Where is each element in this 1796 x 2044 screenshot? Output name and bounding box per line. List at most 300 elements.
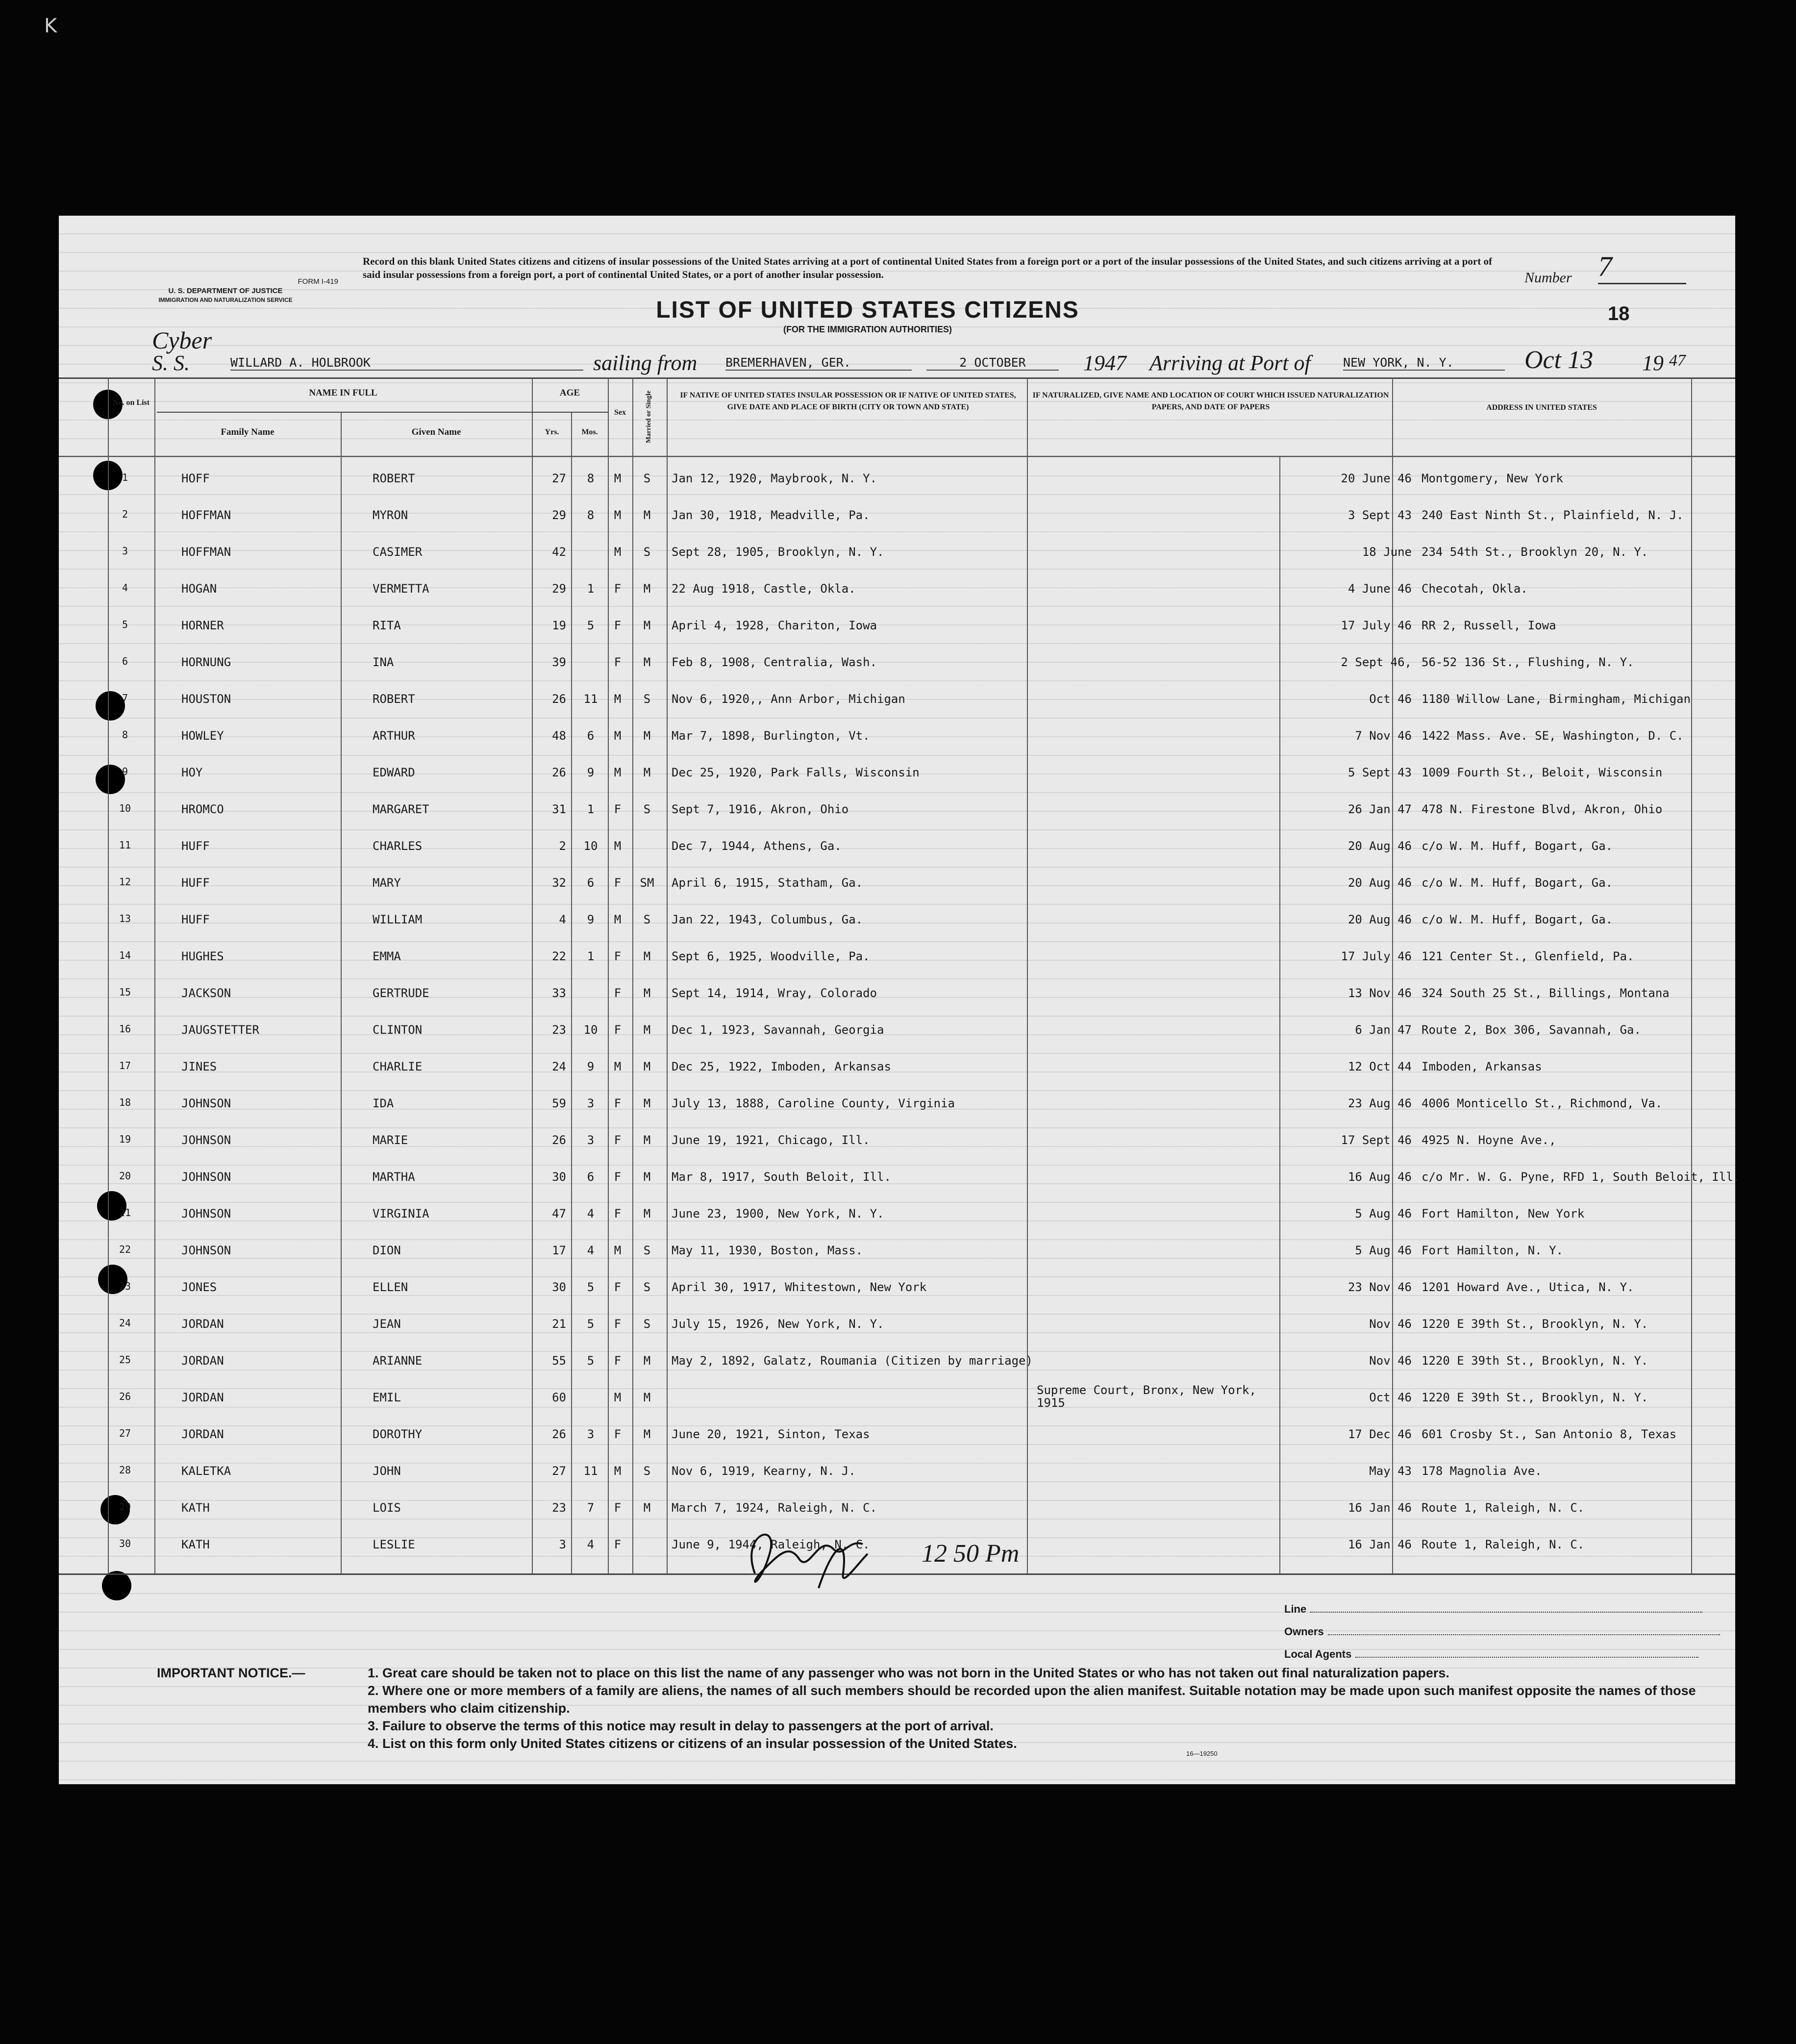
cell-family: HOFFMAN [181, 545, 231, 559]
cell-birth: June 23, 1900, New York, N. Y. [672, 1207, 884, 1221]
cell-sex: F [614, 1501, 622, 1515]
cell-yrs: 32 [552, 876, 566, 890]
cell-date: 12 Oct 44 [1347, 1060, 1412, 1073]
cell-given: ELLEN [373, 1280, 408, 1294]
col-header-birth: IF NATIVE OF UNITED STATES INSULAR POSSESSION OR IF NATIVE OF UNITED STATES, GIVE DATE AND PLACE OF BIRTH (CITY OR TOWN AND STATE) [680, 391, 1016, 411]
cell-address: 240 East Ninth St., Plainfield, N. J. [1422, 508, 1684, 522]
cell-mos: 9 [587, 1060, 595, 1073]
cell-given: MYRON [373, 508, 408, 522]
arrival-year: 47 [1669, 351, 1686, 370]
cell-date: 17 July 46 [1341, 949, 1412, 963]
cell-sex: M [614, 766, 622, 779]
cell-mos: 7 [587, 1501, 595, 1515]
cell-family: HOGAN [181, 582, 217, 596]
notice-item-1: 1. Great care should be taken not to place on this list the name of any passenger who was not born in the United States or who has not taken out final naturalization papers. [368, 1666, 1449, 1680]
cell-ms: M [643, 582, 651, 596]
cell-sex: M [614, 508, 622, 522]
cell-birth: 22 Aug 1918, Castle, Okla. [672, 582, 856, 596]
table-row [59, 608, 1735, 643]
cell-yrs: 3 [559, 1538, 566, 1551]
cell-date: 23 Nov 46 [1347, 1280, 1412, 1294]
cell-no: 27 [119, 1427, 131, 1439]
cell-sex: M [614, 729, 622, 743]
cell-sex: F [614, 949, 622, 963]
col-header-given-name: Given Name [411, 427, 461, 437]
table-row [59, 1270, 1735, 1305]
cell-address: 1220 E 39th St., Brooklyn, N. Y. [1422, 1317, 1648, 1331]
cell-family: JORDAN [181, 1354, 224, 1368]
cell-family: JOHNSON [181, 1207, 231, 1221]
cell-no: 22 [119, 1244, 131, 1255]
cell-address: 324 South 25 St., Billings, Montana [1422, 986, 1670, 1000]
department-name: U. S. DEPARTMENT OF JUSTICE [168, 287, 283, 295]
cell-sex: F [614, 1538, 622, 1551]
cell-family: JOHNSON [181, 1170, 231, 1184]
cell-mos: 6 [587, 729, 595, 743]
cell-no: 15 [119, 986, 131, 998]
cell-date: Nov 46 [1369, 1317, 1412, 1331]
cell-date: 26 Jan 47 [1347, 802, 1412, 816]
cell-mos: 3 [587, 1133, 595, 1147]
cell-address: 601 Crosby St., San Antonio 8, Texas [1422, 1427, 1677, 1441]
cell-birth: Jan 12, 1920, Maybrook, N. Y. [672, 472, 877, 485]
cell-birth: June 20, 1921, Sinton, Texas [672, 1427, 870, 1441]
cell-yrs: 21 [552, 1317, 566, 1331]
cell-yrs: 33 [552, 986, 566, 1000]
cell-ms: M [643, 949, 651, 963]
notice-item-2: 2. Where one or more members of a family are aliens, the names of all such members should be recorded upon the alien manifest. Suitable notation may be made upon such manifest opposite the names of those members who claim citizenship. [368, 1683, 1696, 1716]
cell-mos: 6 [587, 1170, 595, 1184]
cell-ms: M [643, 766, 651, 779]
cell-birth: April 30, 1917, Whitestown, New York [672, 1280, 927, 1294]
col-header-age: AGE [559, 388, 580, 398]
cell-birth: July 13, 1888, Caroline County, Virginia [672, 1097, 955, 1110]
header-bottom-rule [59, 456, 1735, 457]
cell-family: KATH [181, 1538, 210, 1551]
arrival-date: Oct 13 [1524, 346, 1594, 374]
cell-family: JOHNSON [181, 1244, 231, 1257]
cell-ms: S [643, 472, 651, 485]
cell-yrs: 48 [552, 729, 566, 743]
handwritten-note: Cyber [152, 326, 212, 354]
cell-address: Fort Hamilton, New York [1422, 1207, 1585, 1221]
table-row [59, 1196, 1735, 1231]
table-row [59, 681, 1735, 717]
page-subtitle: (FOR THE IMMIGRATION AUTHORITIES) [783, 324, 952, 334]
cell-address: RR 2, Russell, Iowa [1422, 619, 1556, 632]
cell-yrs: 29 [552, 508, 566, 522]
cell-ms: M [643, 1501, 651, 1515]
cell-date: 16 Jan 46 [1347, 1538, 1412, 1551]
cell-birth: May 11, 1930, Boston, Mass. [672, 1244, 863, 1257]
age-sub-rule [532, 412, 608, 413]
cell-sex: M [614, 913, 622, 926]
cell-yrs: 4 [559, 913, 566, 926]
line-label: Line [1284, 1603, 1307, 1615]
cell-address: 1220 E 39th St., Brooklyn, N. Y. [1422, 1391, 1648, 1404]
cell-date: 5 Sept 43 [1347, 766, 1412, 779]
cell-sex: M [614, 545, 622, 559]
cell-family: HORNUNG [181, 655, 231, 669]
owners-label: Owners [1284, 1625, 1324, 1638]
cell-date: 17 Sept 46 [1341, 1133, 1412, 1147]
cell-date: Nov 46 [1369, 1354, 1412, 1368]
cell-no: 13 [119, 913, 131, 924]
cell-given: WILLIAM [373, 913, 423, 926]
cell-ms: M [643, 986, 651, 1000]
cell-family: JOHNSON [181, 1133, 231, 1147]
corner-mark: K [44, 15, 57, 37]
manifest-sheet [59, 216, 1741, 1784]
cell-given: ROBERT [373, 472, 415, 485]
cell-mos: 4 [587, 1244, 595, 1257]
cell-family: HUFF [181, 913, 210, 926]
cell-ms: M [643, 1170, 651, 1184]
cell-ms: M [643, 1207, 651, 1221]
cell-yrs: 2 [559, 839, 566, 853]
cell-no: 14 [119, 949, 131, 961]
col-header-address: ADDRESS IN UNITED STATES [1486, 403, 1597, 412]
cell-yrs: 59 [552, 1097, 566, 1110]
cell-date: 23 Aug 46 [1347, 1097, 1412, 1110]
cell-given: JOHN [373, 1464, 401, 1478]
cell-given: INA [373, 655, 394, 669]
cell-family: HUFF [181, 876, 210, 890]
signature-note: 12 50 Pm [922, 1540, 1020, 1568]
cell-address: Montgomery, New York [1422, 472, 1563, 485]
cell-no: 26 [119, 1391, 131, 1402]
cell-given: JEAN [373, 1317, 401, 1331]
cell-family: HROMCO [181, 802, 224, 816]
cell-sex: F [614, 1023, 622, 1037]
cell-family: HOUSTON [181, 692, 231, 706]
sailing-from-label: sailing from [593, 351, 698, 375]
cell-no: 21 [119, 1207, 131, 1219]
table-row [59, 1086, 1735, 1121]
cell-given: MARGARET [373, 802, 429, 816]
cell-address: Route 1, Raleigh, N. C. [1422, 1501, 1585, 1515]
cell-ms: S [643, 1244, 651, 1257]
cell-no: 19 [119, 1133, 131, 1145]
table-row [59, 461, 1735, 496]
table-row [59, 1417, 1735, 1452]
cell-given: ARTHUR [373, 729, 415, 743]
table-row [59, 1049, 1735, 1084]
cell-birth: Dec 25, 1920, Park Falls, Wisconsin [672, 766, 920, 779]
cell-family: HOFFMAN [181, 508, 231, 522]
cell-date: 20 June 46 [1341, 472, 1412, 485]
cell-family: JORDAN [181, 1317, 224, 1331]
cell-given: ARIANNE [373, 1354, 423, 1368]
cell-no: 7 [122, 692, 128, 704]
cell-birth: March 7, 1924, Raleigh, N. C. [672, 1501, 877, 1515]
cell-address: 1422 Mass. Ave. SE, Washington, D. C. [1422, 729, 1684, 743]
ss-label: S. S. [152, 351, 190, 375]
cell-ms: S [643, 692, 651, 706]
table-row [59, 792, 1735, 827]
cell-address: 478 N. Firestone Blvd, Akron, Ohio [1422, 802, 1663, 816]
cell-given: LOIS [373, 1501, 401, 1515]
cell-date: 4 June 46 [1347, 582, 1412, 596]
col-header-naturalized: IF NATURALIZED, GIVE NAME AND LOCATION OF COURT WHICH ISSUED NATURALIZATION PAPERS, AND DATE OF PAPERS [1032, 391, 1389, 411]
cell-mos: 5 [587, 1280, 595, 1294]
cell-ms: SM [640, 876, 654, 890]
table-row [59, 571, 1735, 606]
cell-birth: May 2, 1892, Galatz, Roumania (Citizen by marriage) [672, 1354, 1033, 1368]
cell-mos: 1 [587, 802, 595, 816]
cell-family: JORDAN [181, 1391, 224, 1404]
cell-ms: M [643, 729, 651, 743]
number-label: Number [1524, 270, 1572, 286]
cell-yrs: 24 [552, 1060, 566, 1073]
cell-birth: Sept 6, 1925, Woodville, Pa. [672, 949, 870, 963]
cell-address: 1180 Willow Lane, Birmingham, Michigan [1422, 692, 1691, 706]
cell-family: JACKSON [181, 986, 231, 1000]
cell-given: EDWARD [373, 766, 415, 779]
cell-sex: M [614, 1060, 622, 1073]
table-row [59, 902, 1735, 937]
table-row [59, 498, 1735, 533]
cell-family: JONES [181, 1280, 217, 1294]
cell-family: KALETKA [181, 1464, 231, 1478]
cell-mos: 11 [583, 692, 598, 706]
cell-birth: Jan 30, 1918, Meadville, Pa. [672, 508, 870, 522]
table-row [59, 828, 1735, 864]
cell-no: 24 [119, 1317, 131, 1329]
cell-birth: Dec 7, 1944, Athens, Ga. [672, 839, 842, 853]
cell-mos: 10 [583, 839, 598, 853]
arrival-port: NEW YORK, N. Y. [1343, 355, 1505, 371]
sailing-year: 1947 [1083, 351, 1126, 375]
cell-yrs: 26 [552, 766, 566, 779]
cell-birth: Dec 25, 1922, Imboden, Arkansas [672, 1060, 891, 1073]
cell-ms: M [643, 619, 651, 632]
cell-given: MARIE [373, 1133, 408, 1147]
cell-date: 2 Sept 46, [1341, 655, 1412, 669]
notice-item-4: 4. List on this form only United States citizens or citizens of an insular possession of the United States. [368, 1736, 1017, 1751]
cell-given: VIRGINIA [373, 1207, 429, 1221]
cell-date: 18 June [1362, 545, 1412, 559]
cell-sex: M [614, 692, 622, 706]
cell-family: JAUGSTETTER [181, 1023, 259, 1037]
cell-date: 6 Jan 47 [1355, 1023, 1412, 1037]
cell-yrs: 19 [552, 619, 566, 632]
cell-address: 234 54th St., Brooklyn 20, N. Y. [1422, 545, 1648, 559]
cell-sex: F [614, 655, 622, 669]
cell-mos: 1 [587, 949, 595, 963]
cell-sex: F [614, 802, 622, 816]
col-header-sex: Sex [614, 408, 626, 417]
cell-family: HOY [181, 766, 203, 779]
arrival-year-prefix: 19 [1642, 351, 1664, 375]
arriving-label: Arriving at Port of [1149, 351, 1311, 375]
cell-birth: June 9, 1944, Raleigh, N. C. [672, 1538, 870, 1551]
name-sub-rule [157, 412, 532, 413]
cell-given: ROBERT [373, 692, 415, 706]
cell-sex: F [614, 1133, 622, 1147]
col-header-family-name: Family Name [221, 427, 274, 437]
table-row [59, 1306, 1735, 1342]
cell-mos: 4 [587, 1538, 595, 1551]
cell-nat: Supreme Court, Bronx, New York, 1915 [1037, 1383, 1256, 1410]
cell-date: 20 Aug 46 [1347, 839, 1412, 853]
cell-family: JOHNSON [181, 1097, 231, 1110]
cell-sex: M [614, 1391, 622, 1404]
cell-address: 1220 E 39th St., Brooklyn, N. Y. [1422, 1354, 1648, 1368]
cell-ms: S [643, 1317, 651, 1331]
cell-date: 16 Jan 46 [1347, 1501, 1412, 1515]
cell-ms: M [643, 1023, 651, 1037]
cell-yrs: 60 [552, 1391, 566, 1404]
cell-birth: Sept 28, 1905, Brooklyn, N. Y. [672, 545, 884, 559]
cell-given: CLINTON [373, 1023, 423, 1037]
cell-yrs: 42 [552, 545, 566, 559]
cell-address: c/o W. M. Huff, Bogart, Ga. [1422, 839, 1613, 853]
cell-sex: M [614, 472, 622, 485]
cell-address: 4006 Monticello St., Richmond, Va. [1422, 1097, 1663, 1110]
cell-yrs: 39 [552, 655, 566, 669]
cell-given: MARY [373, 876, 401, 890]
cell-given: GERTRUDE [373, 986, 429, 1000]
cell-date: 7 Nov 46 [1355, 729, 1412, 743]
cell-sex: F [614, 1317, 622, 1331]
ship-name: WILLARD A. HOLBROOK [230, 355, 583, 371]
table-row [59, 1453, 1735, 1489]
table-row [59, 1159, 1741, 1195]
cell-date: Oct 46 [1369, 1391, 1412, 1404]
cell-mos: 3 [587, 1097, 595, 1110]
col-header-no: No. on List [112, 399, 150, 407]
cell-given: CASIMER [373, 545, 423, 559]
service-name: IMMIGRATION AND NATURALIZATION SERVICE [158, 297, 293, 303]
cell-mos: 11 [583, 1464, 598, 1478]
cell-no: 11 [119, 839, 131, 851]
cell-birth: Nov 6, 1919, Kearny, N. J. [672, 1464, 856, 1478]
cell-no: 16 [119, 1023, 131, 1035]
cell-ms: M [643, 1097, 651, 1110]
cell-given: MARTHA [373, 1170, 415, 1184]
cell-yrs: 23 [552, 1501, 566, 1515]
cell-yrs: 47 [552, 1207, 566, 1221]
sailing-date: 2 OCTOBER [926, 355, 1059, 371]
cell-birth: June 19, 1921, Chicago, Ill. [672, 1133, 870, 1147]
table-row [59, 718, 1735, 753]
cell-yrs: 27 [552, 472, 566, 485]
cell-ms: M [643, 1354, 651, 1368]
table-row [59, 1012, 1735, 1047]
cell-given: DOROTHY [373, 1427, 423, 1441]
cell-sex: M [614, 1244, 622, 1257]
cell-no: 20 [119, 1170, 131, 1182]
cell-address: Route 1, Raleigh, N. C. [1422, 1538, 1585, 1551]
table-top-rule [59, 377, 1735, 379]
cell-mos: 8 [587, 508, 595, 522]
cell-family: KATH [181, 1501, 210, 1515]
cell-address: Checotah, Okla. [1422, 582, 1528, 596]
table-row [59, 755, 1735, 790]
cell-given: LESLIE [373, 1538, 415, 1551]
cell-family: JINES [181, 1060, 217, 1073]
sailing-from: BREMERHAVEN, GER. [725, 355, 912, 371]
cell-sex: F [614, 1097, 622, 1110]
cell-sex: F [614, 876, 622, 890]
cell-no: 18 [119, 1097, 131, 1108]
cell-mos: 1 [587, 582, 595, 596]
cell-ms: M [643, 1133, 651, 1147]
cell-mos: 5 [587, 1317, 595, 1331]
cell-yrs: 55 [552, 1354, 566, 1368]
cell-family: HOWLEY [181, 729, 224, 743]
cell-birth: Feb 8, 1908, Centralia, Wash. [672, 655, 877, 669]
table-row [59, 1122, 1735, 1158]
cell-mos: 9 [587, 766, 595, 779]
cell-family: JORDAN [181, 1427, 224, 1441]
page-title: LIST OF UNITED STATES CITIZENS [656, 297, 1079, 323]
cell-birth: Dec 1, 1923, Savannah, Georgia [672, 1023, 884, 1037]
cell-no: 12 [119, 876, 131, 888]
col-header-name-in-full: NAME IN FULL [309, 388, 377, 398]
cell-birth: Sept 7, 1916, Akron, Ohio [672, 802, 849, 816]
cell-birth: Jan 22, 1943, Columbus, Ga. [672, 913, 863, 926]
table-row [59, 1380, 1735, 1415]
cell-sex: M [614, 1464, 622, 1478]
table-row [59, 534, 1735, 570]
table-row [59, 975, 1735, 1011]
cell-yrs: 30 [552, 1170, 566, 1184]
cell-sex: F [614, 619, 622, 632]
cell-no: 3 [122, 545, 128, 557]
instruction-text: Record on this blank United States citizens and citizens of insular possessions of the United States arriving at a port of continental United States from a foreign port or a port of the insular possessions of the United States, and such citizens arriving at a port of said insular possessions from a foreign port, a port of continental United States, or a port of another insular possession. [363, 255, 1492, 280]
cell-yrs: 23 [552, 1023, 566, 1037]
cell-birth: April 4, 1928, Chariton, Iowa [672, 619, 877, 632]
cell-birth: July 15, 1926, New York, N. Y. [672, 1317, 884, 1331]
cell-ms: S [643, 1280, 651, 1294]
cell-address: c/o W. M. Huff, Bogart, Ga. [1422, 876, 1613, 890]
cell-no: 30 [119, 1538, 131, 1549]
cell-date: 20 Aug 46 [1347, 913, 1412, 926]
cell-yrs: 31 [552, 802, 566, 816]
cell-ms: M [643, 1060, 651, 1073]
cell-ms: S [643, 1464, 651, 1478]
cell-sex: F [614, 1170, 622, 1184]
cell-address: 178 Magnolia Ave. [1422, 1464, 1542, 1478]
cell-given: EMIL [373, 1391, 401, 1404]
cell-date: 16 Aug 46 [1347, 1170, 1412, 1184]
print-code: 16—19250 [1186, 1750, 1218, 1757]
cell-no: 29 [119, 1501, 131, 1513]
cell-family: HORNER [181, 619, 224, 632]
cell-address: Imboden, Arkansas [1422, 1060, 1542, 1073]
col-header-yrs: Yrs. [545, 428, 559, 436]
agents-block [1284, 1598, 1720, 1666]
cell-date: 13 Nov 46 [1347, 986, 1412, 1000]
cell-sex: F [614, 986, 622, 1000]
cell-no: 8 [122, 729, 128, 741]
cell-no: 4 [122, 582, 128, 594]
cell-family: HUGHES [181, 949, 224, 963]
cell-birth: April 6, 1915, Statham, Ga. [672, 876, 863, 890]
table-row [59, 645, 1735, 680]
page-number: 18 [1608, 303, 1630, 324]
col-header-mos: Mos. [581, 428, 598, 436]
cell-yrs: 27 [552, 1464, 566, 1478]
cell-sex: M [614, 839, 622, 853]
cell-no: 28 [119, 1464, 131, 1476]
cell-sex: F [614, 1427, 622, 1441]
cell-yrs: 26 [552, 1133, 566, 1147]
cell-date: May 43 [1369, 1464, 1412, 1478]
cell-no: 25 [119, 1354, 131, 1366]
